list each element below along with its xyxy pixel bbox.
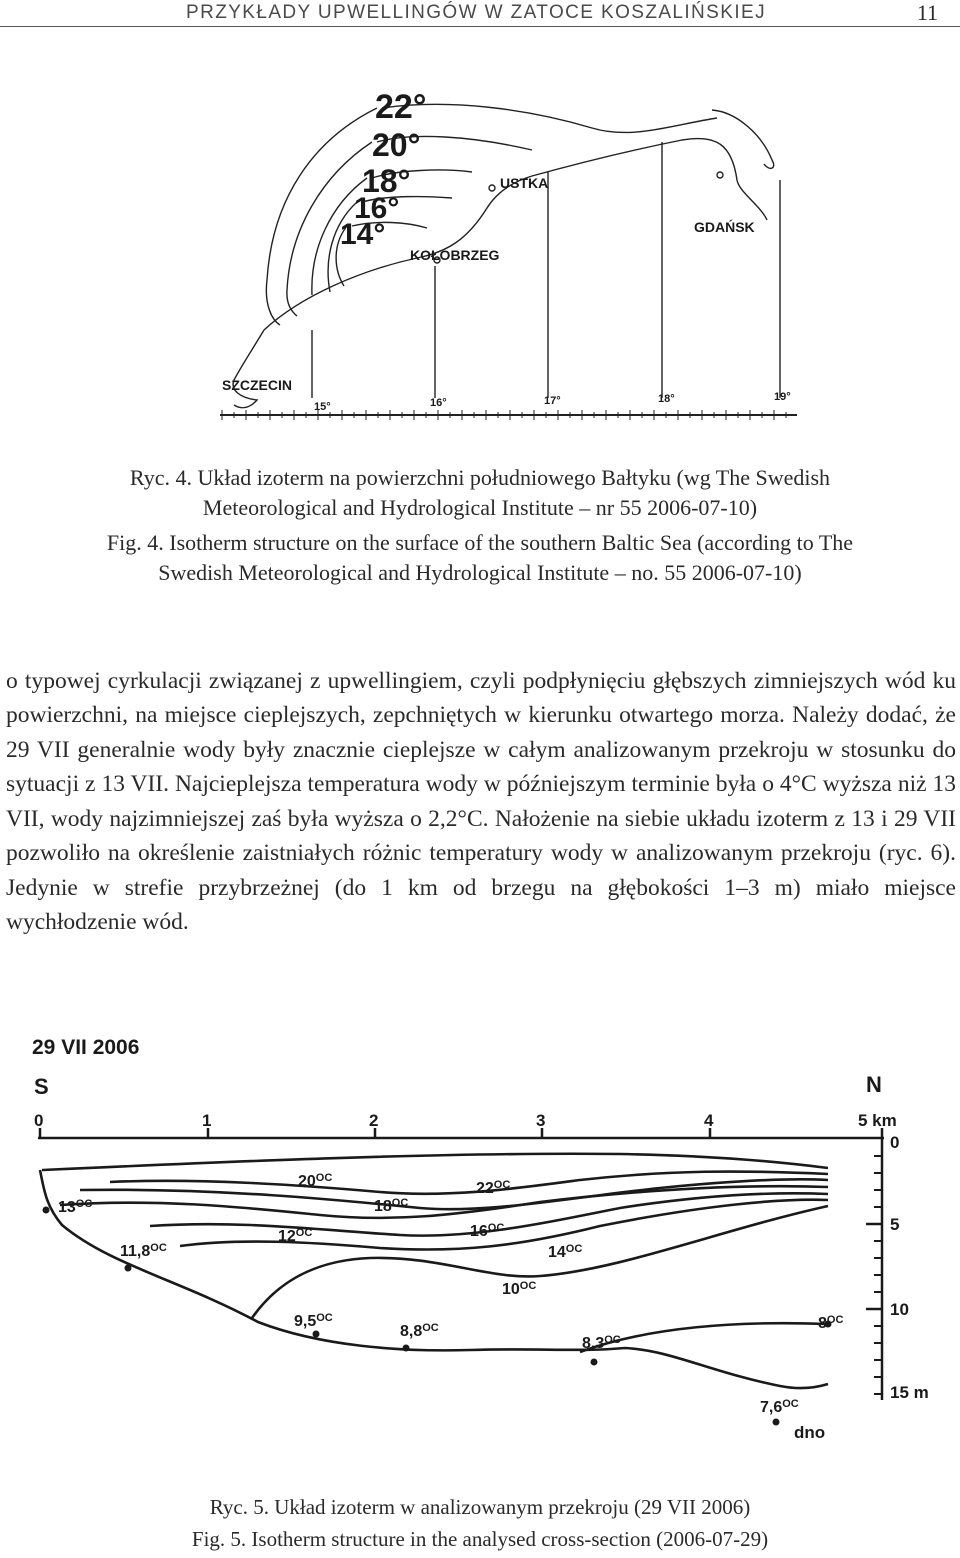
isotherm-label-14-value: 14 [548,1244,566,1261]
depth-tick-label-0: 0 [890,1133,900,1152]
isotherm-label-22 [476,1179,510,1197]
point-label-8 [818,1314,843,1332]
body-paragraph: o typowej cyrkulacji związanej z upwellingiem, czyli podpłynięciu głębszych zimniejszych wód ku powierzchni, na miejsce cieplejszych, zepchniętych w kierunku otwartego morza. Należy dodać, że 29 VII generalnie wody były znacznie cieplejsze w całym analizowanym przekroju w stosunku do sytuacji z 13 VII. Najcieplejsza temperatura wody w późniejszym terminie była o 4°C wyższa niż 13 VII, wody najzimniejszej zaś była wyższa o 2,2°C. Nałożenie na siebie układu izoterm z 13 i 29 VII pozwoliło na określenie zaistniałych różnic temperatury wody w analizowanym przekroju (ryc. 6). Jedynie w strefie przybrzeżnej (do 1 km od brzegu na głębokości 1–3 m) miało miejsce wychłodzenie wód. [6,667,956,935]
depth-major-ticks [866,1224,882,1309]
isotherm-label-16 [470,1222,504,1240]
longitude-label-18: 18° [658,393,675,405]
isotherm-label-14 [548,1243,582,1261]
date-label: 29 VII 2006 [32,1036,140,1059]
figure-4-caption-pl-line1: Ryc. 4. Układ izoterm na powierzchni południowego Bałtyku (wg The Swedish [129,465,831,490]
place-label-kolobrzeg: KOŁOBRZEG [410,247,500,263]
isotherm-label-18 [374,1197,408,1215]
isotherm-label-20-unit: OC [315,1172,333,1184]
place-label-gdansk: GDAŃSK [694,219,755,235]
distance-tick-label-0: 0 [34,1111,44,1130]
figure-4-caption-en-line1: Fig. 4. Isotherm structure on the surface of the southern Baltic Sea (according to The [106,530,854,555]
point-marker-9-5 [313,1331,320,1338]
isotherm-label-16-unit: OC [487,1222,505,1234]
isotherm-label-20-value: 20 [298,1173,316,1190]
isotherm-label-14: 14° [340,218,386,251]
point-label-7-6-value: 7,6 [760,1399,783,1416]
isotherm-label-10 [502,1280,536,1298]
place-label-ustka: USTKA [500,175,549,191]
longitude-label-19: 19° [774,391,791,403]
figure-4-caption-pl-line2: Meteorological and Hydrological Institute – nr 55 2006-07-10) [202,495,758,520]
point-marker-13 [43,1207,50,1214]
page-header [0,0,960,40]
isotherm-22 [382,104,717,132]
distance-tick-label-1: 1 [202,1111,212,1130]
point-label-8-3-unit: OC [604,1334,621,1346]
point-label-8-8-value: 8,8 [400,1323,423,1340]
figure-5-caption-pl: Ryc. 5. Układ izoterm w analizowanym przekroju (29 VII 2006) [209,1495,751,1519]
depth-tick-label-15: 15 m [890,1383,929,1402]
place-label-szczecin: SZCZECIN [222,377,292,393]
point-label-11-8-unit: OC [150,1242,167,1254]
running-head: PRZYKŁADY UPWELLINGÓW W ZATOCE KOSZALIŃSKIEJ [186,2,766,23]
isotherm-label-14-unit: OC [565,1243,583,1255]
south-label: S [34,1074,49,1099]
figure-5-caption-en: Fig. 5. Isotherm structure in the analysed cross-section (2006-07-29) [191,1527,769,1551]
point-label-11-8-value: 11,8 [120,1243,151,1260]
point-marker-8-3 [591,1359,598,1366]
isotherm-label-22-value: 22 [476,1180,494,1197]
north-label: N [866,1072,882,1097]
point-label-8-unit: OC [826,1314,844,1326]
point-label-8-8-unit: OC [422,1322,439,1334]
point-label-8-value: 8 [818,1315,827,1332]
distance-tick-label-3: 3 [536,1111,546,1130]
isotherm-label-18: 18° [362,163,411,199]
depth-tick-label-5: 5 [890,1215,900,1234]
distance-tick-label-2: 2 [369,1111,379,1130]
figure-4-caption-en-line2: Swedish Meteorological and Hydrological Institute – no. 55 2006-07-10) [158,560,802,585]
figure-4-caption-en [30,528,930,588]
coast-west [233,330,264,408]
point-label-8-8 [400,1322,439,1340]
ustka-marker [489,185,495,191]
page-number: 11 [916,0,938,25]
longitude-label-17: 17° [544,395,561,407]
isotherm-label-22-unit: OC [493,1179,511,1191]
depth-tick-label-10: 10 [890,1300,909,1319]
point-marker-7-6 [773,1419,780,1426]
longitude-label-15: 15° [314,401,331,413]
point-marker-11-8 [125,1265,132,1272]
isotherm-label-18-unit: OC [391,1197,409,1209]
isotherm-label-12-value: 12 [278,1228,296,1245]
point-label-7-6 [760,1398,799,1416]
header-rule [0,26,960,27]
figure-4-caption-pl [30,463,930,523]
point-label-9-5-value: 9,5 [294,1313,317,1330]
figure-4-map [212,80,802,435]
isotherm-label-16: 16° [354,192,400,225]
point-label-11-8 [120,1242,167,1260]
isotherm-label-10-value: 10 [502,1281,520,1298]
distance-tick-label-4: 4 [704,1111,714,1130]
isotherm-label-18-value: 18 [374,1198,392,1215]
figure-5-cross-section [20,1030,950,1460]
point-label-13 [58,1198,92,1216]
point-label-9-5 [294,1312,333,1330]
distance-tick-label-5: 5 km [858,1111,897,1130]
isotherm-label-12-unit: OC [295,1227,313,1239]
isotherm-map [212,80,802,435]
point-label-13-value: 13 [58,1199,76,1216]
isotherm-label-20: 20° [372,127,421,163]
isotherm-label-22: 22° [375,88,427,126]
cross-section-diagram [20,1030,950,1460]
isotherm-label-10-unit: OC [519,1280,537,1292]
point-label-8-3-value: 8,3 [582,1335,605,1352]
sea-surface-line [42,1154,828,1170]
point-label-7-6-unit: OC [782,1398,799,1410]
isotherm-label-16-value: 16 [470,1223,488,1240]
point-label-13-unit: OC [75,1198,93,1210]
longitude-label-16: 16° [430,397,447,409]
gdansk-marker [717,172,723,178]
point-marker-8-8 [403,1345,410,1352]
bottom-label: dno [794,1423,826,1442]
point-label-9-5-unit: OC [316,1312,333,1324]
